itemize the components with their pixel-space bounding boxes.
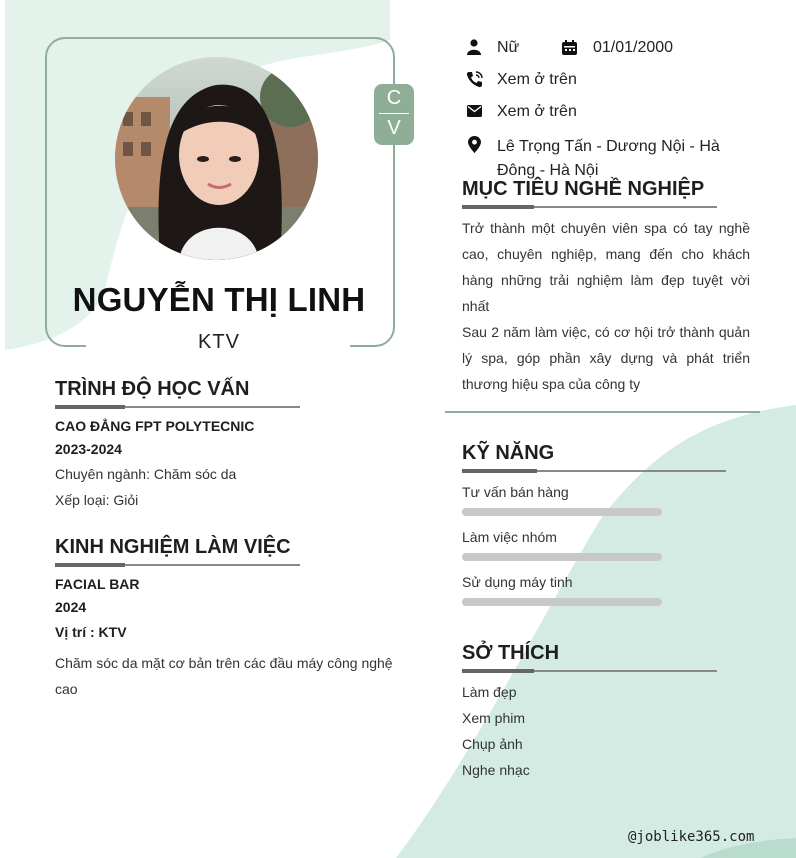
skill-bar [462, 553, 662, 561]
phone-value: Xem ở trên [497, 71, 577, 88]
avatar-photo [115, 57, 318, 260]
skill-bar-fill [462, 598, 662, 606]
skill-bar [462, 508, 662, 516]
calendar-icon [562, 40, 577, 55]
dob-value: 01/01/2000 [593, 39, 674, 56]
skills-underline [462, 470, 726, 472]
education-years: 2023-2024 [55, 441, 122, 457]
experience-heading: KINH NGHIỆM LÀM VIỆC [55, 536, 291, 558]
objective-underline [462, 206, 717, 208]
experience-year: 2024 [55, 599, 87, 615]
address-line-1: Lê Trọng Tấn - Dương Nội - Hà [497, 138, 720, 155]
skill-bar-fill [462, 508, 662, 516]
watermark: @joblike365.com [628, 829, 755, 845]
hobby-item: Xem phim [462, 710, 526, 726]
right-divider [445, 411, 760, 413]
education-grade: Xếp loại: Giỏi [55, 492, 139, 508]
experience-company: FACIAL BAR [55, 576, 140, 592]
hobby-item: Nghe nhạc [462, 762, 530, 778]
cv-badge-letter-c: C [386, 87, 402, 109]
address-value [497, 135, 720, 183]
candidate-name: NGUYỄN THỊ LINH [72, 281, 366, 318]
cv-badge-letter-v: V [387, 117, 401, 139]
hobby-item: Chụp ảnh [462, 736, 523, 752]
person-icon [467, 39, 481, 55]
objective-paragraph-1: Trở thành một chuyên viên spa có tay nghề cao, chuyên nghiệp, mang đến cho khách hàng những trải nghiệm làm đẹp tuyệt vời nhất [462, 220, 750, 314]
experience-description-line-2: cao [55, 681, 78, 697]
objective-heading: MỤC TIÊU NGHỀ NGHIỆP [462, 178, 705, 200]
gender-value: Nữ [497, 39, 520, 56]
candidate-role: KTV [198, 331, 240, 353]
location-pin-icon [468, 136, 481, 153]
phone-icon [466, 71, 483, 88]
skill-label: Sử dụng máy tinh [462, 574, 573, 590]
skills-heading: KỸ NĂNG [462, 442, 555, 464]
avatar [115, 57, 318, 260]
education-underline [55, 406, 300, 408]
cv-badge [374, 84, 414, 145]
experience-position: Vị trí : KTV [55, 624, 127, 640]
experience-description [55, 650, 393, 702]
education-school: CAO ĐẲNG FPT POLYTECNIC [55, 418, 255, 434]
bottom-right-mint-shape [396, 405, 796, 858]
experience-description-line-1: Chăm sóc da mặt cơ bản trên các đầu máy công nghệ [55, 655, 393, 671]
education-heading: TRÌNH ĐỘ HỌC VẤN [55, 378, 250, 400]
objective-paragraph-2: Sau 2 năm làm việc, có cơ hội trở thành quản lý spa, góp phần xây dựng và phát triển thương hiệu spa của công ty [462, 324, 750, 392]
hobbies-underline [462, 670, 717, 672]
hobbies-heading: SỞ THÍCH [462, 642, 560, 664]
email-value: Xem ở trên [497, 103, 577, 120]
skill-label: Làm việc nhóm [462, 529, 557, 545]
envelope-icon [467, 105, 482, 117]
skill-bar-fill [462, 553, 662, 561]
address-line-2: Đông - Hà Nội [497, 162, 599, 179]
hobby-item: Làm đẹp [462, 684, 517, 700]
cv-badge-separator [379, 113, 409, 114]
skill-bar [462, 598, 662, 606]
experience-underline [55, 564, 300, 566]
education-major: Chuyên ngành: Chăm sóc da [55, 466, 237, 482]
skill-label: Tư vấn bán hàng [462, 484, 569, 500]
